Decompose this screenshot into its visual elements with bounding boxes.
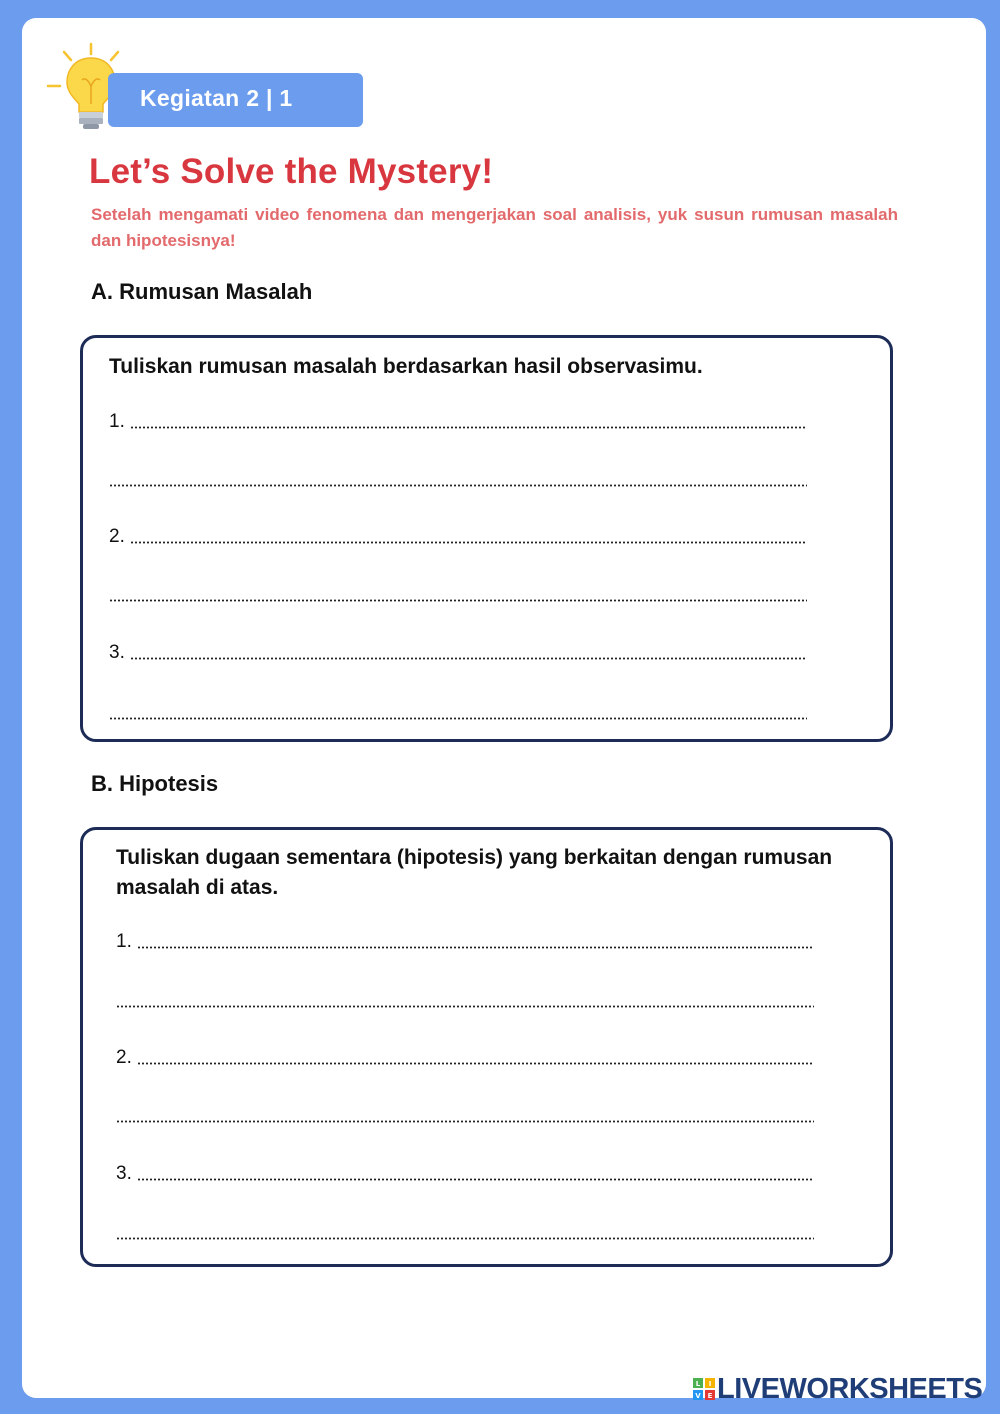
rumusan-masalah-prompt: Tuliskan rumusan masalah berdasarkan hasil observasimu. [109,355,703,378]
activity-tag: Kegiatan 2 | 1 [108,73,363,127]
rumusan-masalah-box [80,335,893,742]
answer-line-a2-continued[interactable] [109,581,807,605]
logo-letter-v: V [695,1392,701,1400]
number-label: 3. [116,1163,132,1184]
answer-line-b1-continued[interactable] [116,987,814,1011]
dotted-line [137,1178,814,1181]
section-a-heading: A. Rumusan Masalah [91,279,313,304]
dotted-line [130,657,807,660]
answer-line-b1[interactable] [116,928,814,952]
answer-line-a2[interactable] [109,523,807,547]
hipotesis-prompt: Tuliskan dugaan sementara (hipotesis) yang berkaitan dengan rumusan masalah di atas. [116,846,833,899]
answer-line-b2[interactable] [116,1044,814,1068]
number-label: 1. [109,411,125,432]
instruction-text: Setelah mengamati video fenomena dan mengerjakan soal analisis, yuk susun rumusan masalah dan hipotesisnya! [91,205,898,250]
logo-letter-i: I [708,1380,712,1388]
section-b-heading: B. Hipotesis [91,771,219,796]
dotted-line [130,541,807,544]
logo-letter-l: L [695,1380,701,1388]
dotted-line [116,1237,814,1240]
dotted-line [116,1120,814,1123]
dotted-line [109,599,807,602]
number-label: 3. [109,642,125,663]
answer-line-b2-continued[interactable] [116,1102,814,1126]
number-label: 1. [116,931,132,952]
dotted-line [109,484,807,487]
hipotesis-box [80,827,893,1267]
brand-name: LIVEWORKSHEETS [717,1372,983,1405]
number-label: 2. [116,1047,132,1068]
answer-line-a3-continued[interactable] [109,699,807,723]
page-title: Let’s Solve the Mystery! [89,152,494,191]
dotted-line [109,717,807,720]
liveworksheets-logo[interactable] [693,1373,982,1405]
answer-line-b3[interactable] [116,1160,814,1184]
dotted-line [137,1062,814,1065]
answer-line-a1[interactable] [109,408,807,432]
dotted-line [137,946,814,949]
number-label: 2. [109,526,125,547]
dotted-line [130,426,807,429]
logo-letter-e: E [707,1392,713,1400]
answer-line-a3[interactable] [109,639,807,663]
dotted-line [116,1005,814,1008]
liveworksheets-logo-icon [693,1378,715,1400]
answer-line-a1-continued[interactable] [109,466,807,490]
answer-line-b3-continued[interactable] [116,1219,814,1243]
